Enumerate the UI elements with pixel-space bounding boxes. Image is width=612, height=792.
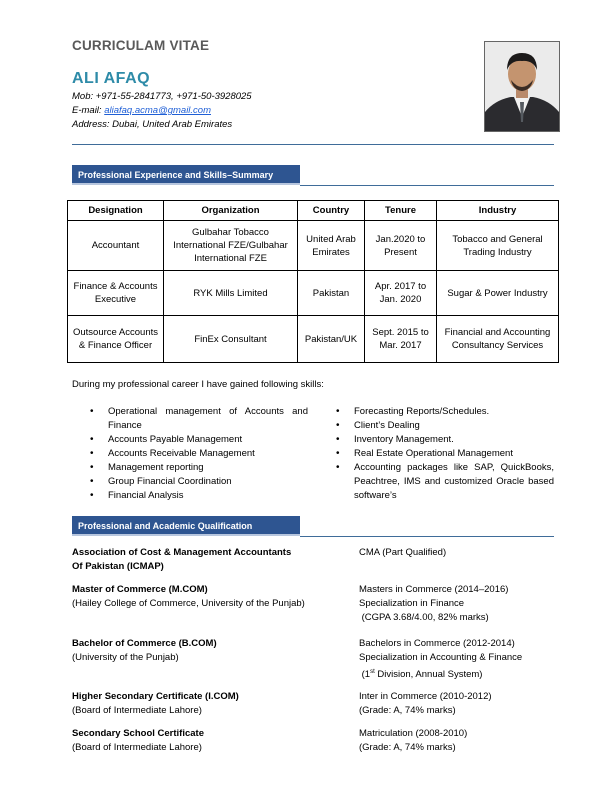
list-item: • Forecasting Reports/Schedules. xyxy=(318,405,554,419)
skills-list-left xyxy=(72,405,308,503)
cell-country: Pakistan xyxy=(298,271,365,316)
list-item: • Management reporting xyxy=(72,461,308,475)
section-experience-rule xyxy=(300,185,554,186)
section-qualification-rule xyxy=(300,536,554,537)
cell-industry: Sugar & Power Industry xyxy=(437,271,559,316)
cell-designation: Accountant xyxy=(68,221,164,271)
email-link[interactable]: aliafaq.acma@gmail.com xyxy=(104,105,211,116)
table-row xyxy=(68,316,559,363)
qualification-icom-institution: Higher Secondary Certificate (I.COM) (Board of Intermediate Lahore) xyxy=(72,691,239,716)
cell-organization: Gulbahar Tobacco International FZE/Gulbahar International FZE xyxy=(164,221,298,271)
qualification-matric-detail: Matriculation (2008-2010) (Grade: A, 74% marks) xyxy=(359,728,468,753)
cell-country: United Arab Emirates xyxy=(298,221,365,271)
list-item: • Accounting packages like SAP, QuickBooks, Peachtree, IMS and customized Oracle based software’s xyxy=(318,461,554,503)
address-line: Address: Dubai, United Arab Emirates xyxy=(72,119,233,130)
list-item: • Accounts Receivable Management xyxy=(72,447,308,461)
table-header-row xyxy=(68,201,559,221)
cell-tenure: Apr. 2017 to Jan. 2020 xyxy=(365,271,437,316)
header-organization: Organization xyxy=(164,201,298,221)
list-item: • Real Estate Operational Management xyxy=(318,447,554,461)
header-designation: Designation xyxy=(68,201,164,221)
qualification-mcom-institution: Master of Commerce (M.COM) (Hailey College of Commerce, University of the Punjab) xyxy=(72,584,305,609)
list-item: • Inventory Management. xyxy=(318,433,554,447)
cell-tenure: Jan.2020 to Present xyxy=(365,221,437,271)
qualification-bcom-institution: Bachelor of Commerce (B.COM) (University of the Punjab) xyxy=(72,638,217,663)
table-row xyxy=(68,221,559,271)
qualification-icom-detail: Inter in Commerce (2010-2012) (Grade: A, 74% marks) xyxy=(359,691,492,716)
cell-industry: Tobacco and General Trading Industry xyxy=(437,221,559,271)
cell-tenure: Sept. 2015 to Mar. 2017 xyxy=(365,316,437,363)
list-item: • Client’s Dealing xyxy=(318,419,554,433)
skills-list-right xyxy=(318,405,554,503)
mobile-numbers: Mob: +971-55-2841773, +971-50-3928025 xyxy=(72,91,252,102)
cell-organization: RYK Mills Limited xyxy=(164,271,298,316)
candidate-name: ALI AFAQ xyxy=(72,70,151,87)
qualification-mcom-detail: Masters in Commerce (2014–2016) Specialization in Finance (CGPA 3.68/4.00, 82% marks) xyxy=(359,584,509,623)
header-industry: Industry xyxy=(437,201,559,221)
qualification-icmap-detail: CMA (Part Qualified) xyxy=(359,547,447,558)
cell-designation: Outsource Accounts & Finance Officer xyxy=(68,316,164,363)
section-experience-heading: Professional Experience and Skills–Summary xyxy=(72,165,300,185)
table-row xyxy=(68,271,559,316)
experience-table xyxy=(67,200,559,363)
email-line xyxy=(72,105,211,116)
list-item: • Financial Analysis xyxy=(72,489,308,503)
portrait-image xyxy=(485,42,559,131)
header-country: Country xyxy=(298,201,365,221)
list-item: • Group Financial Coordination xyxy=(72,475,308,489)
list-item: • Operational management of Accounts and Finance xyxy=(72,405,308,433)
qualification-matric-institution: Secondary School Certificate (Board of Intermediate Lahore) xyxy=(72,728,204,753)
header-divider xyxy=(72,144,554,145)
email-label: E-mail: xyxy=(72,105,105,116)
profile-photo xyxy=(484,41,560,132)
qualification-icmap-institution: Association of Cost & Management Accountants Of Pakistan (ICMAP) xyxy=(72,547,292,572)
section-qualification-heading: Professional and Academic Qualification xyxy=(72,516,300,536)
skills-intro: During my professional career I have gained following skills: xyxy=(72,379,324,390)
cell-designation: Finance & Accounts Executive xyxy=(68,271,164,316)
cv-title: CURRICULAM VITAE xyxy=(72,38,210,53)
cell-organization: FinEx Consultant xyxy=(164,316,298,363)
list-item: • Accounts Payable Management xyxy=(72,433,308,447)
cell-industry: Financial and Accounting Consultancy Services xyxy=(437,316,559,363)
header-tenure: Tenure xyxy=(365,201,437,221)
cell-country: Pakistan/UK xyxy=(298,316,365,363)
qualification-bcom-detail: Bachelors in Commerce (2012-2014) Specialization in Accounting & Finance (1st Division, Annual System) xyxy=(359,638,523,681)
